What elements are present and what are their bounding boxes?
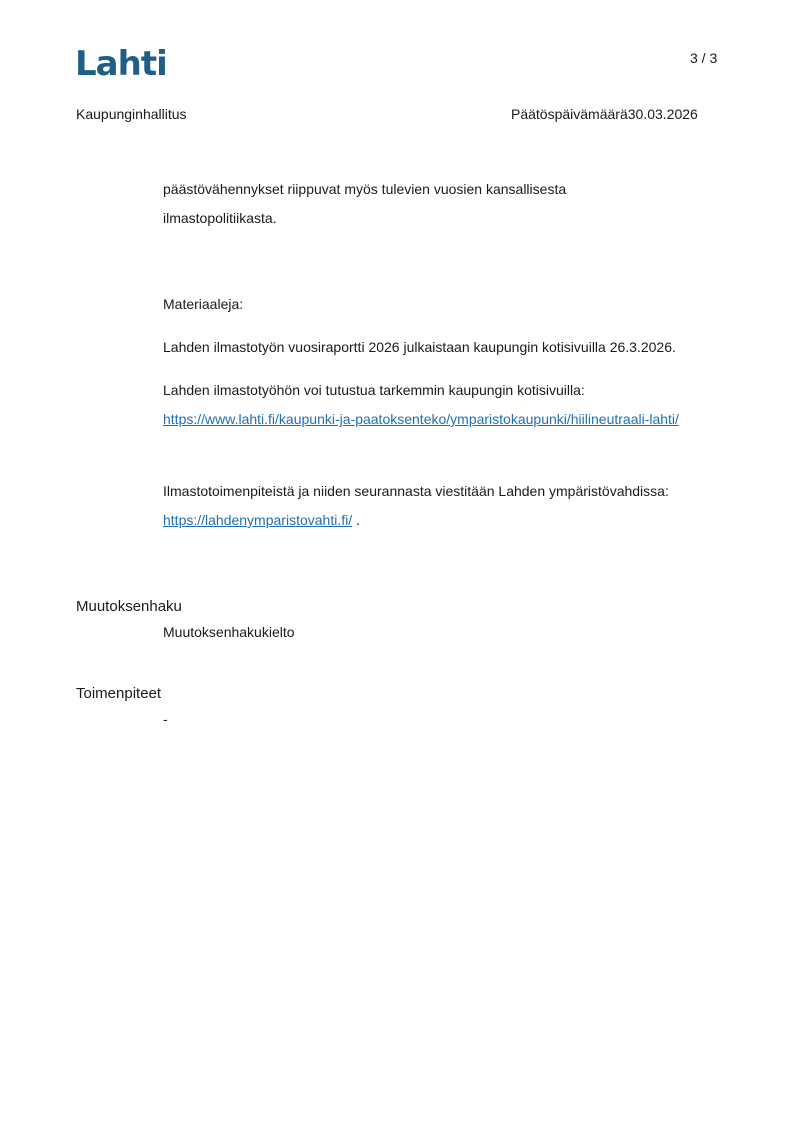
actions-value: - — [163, 711, 168, 727]
report-paragraph: Lahden ilmastotyön vuosiraportti 2026 julkaistaan kaupungin kotisivuilla 26.3.2026. — [163, 339, 676, 355]
watch-suffix: . — [356, 512, 360, 528]
watch-link[interactable]: https://lahdenymparistovahti.fi/ — [163, 512, 353, 528]
watch-text: Ilmastotoimenpiteistä ja niiden seurannasta viestitään Lahden ympäristövahdissa: — [163, 483, 669, 499]
climate-work-text: Lahden ilmastotyöhön voi tutustua tarkemmin kaupungin kotisivuilla: — [163, 382, 585, 398]
intro-paragraph: päästövähennykset riippuvat myös tulevien vuosien kansallisesta ilmastopolitiikasta. — [163, 181, 567, 226]
watch-paragraph — [163, 477, 723, 535]
page-number: 3 / 3 — [690, 50, 718, 66]
appeal-value: Muutoksenhakukielto — [163, 624, 295, 640]
appeal-heading: Muutoksenhaku — [76, 598, 182, 615]
decision-date-label: Päätöspäivämäärä — [511, 106, 628, 122]
materials-heading: Materiaaleja: — [163, 296, 244, 312]
actions-heading: Toimenpiteet — [76, 685, 162, 702]
climate-work-paragraph — [163, 376, 723, 434]
climate-work-link[interactable]: https://www.lahti.fi/kaupunki-ja-paatoksenteko/ymparistokaupunki/hiilineutraali-lahti/ — [163, 411, 679, 427]
decision-date-line — [511, 106, 698, 122]
lahti-logo: Lahti — [75, 44, 167, 84]
organization-name: Kaupunginhallitus — [76, 106, 187, 122]
decision-date: 30.03.2026 — [627, 106, 698, 122]
